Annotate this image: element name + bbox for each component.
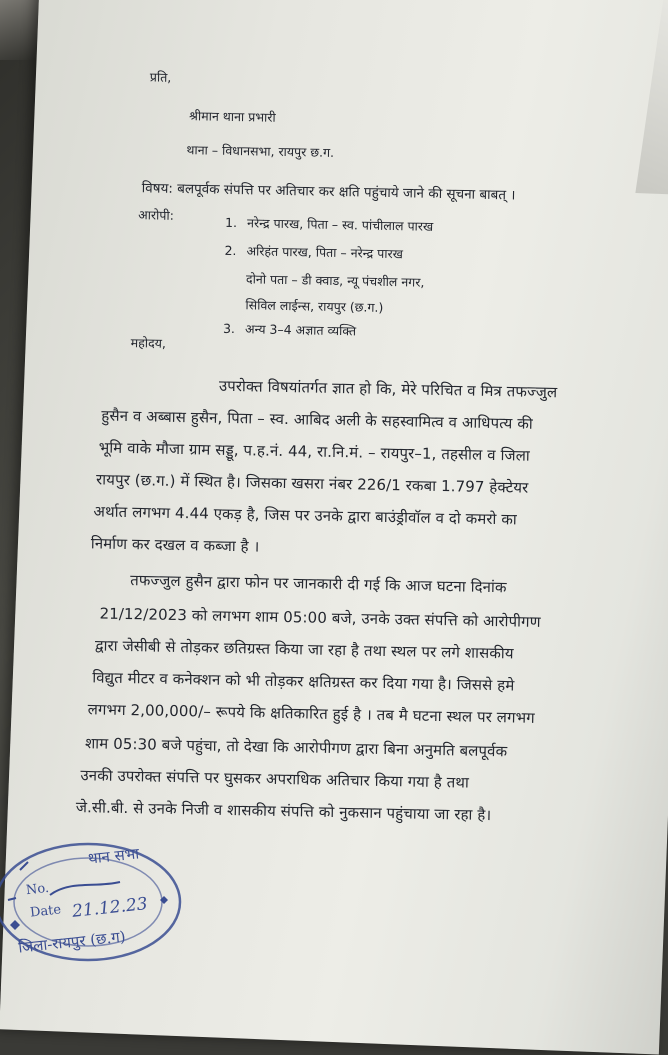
paragraph2-line: शाम 05:30 बजे पहुंचा, तो देखा कि आरोपीगण द्वारा बिना अनुमति बलपूर्वक xyxy=(84,734,508,761)
paragraph1-line: भूमि वाके मौजा ग्राम सड्डू, प.ह.नं. 44, रा.नि.मं. – रायपुर–1, तहसील व जिला xyxy=(98,438,531,465)
paragraph1-line: निर्माण कर दखल व कब्जा है । xyxy=(90,534,260,556)
paragraph1-line: उपरोक्त विषयांतर्गत ज्ञात हो कि, मेरे परिचित व मित्र तफज्जुल xyxy=(218,376,558,402)
stamp-number-label: No. xyxy=(25,880,50,899)
stamp-bottom-text: जिला-रायपुर (छ.ग) xyxy=(17,927,127,957)
accused-text: अरिहंत पारख, पिता – नरेन्द्र पारख xyxy=(246,243,404,262)
paragraph2-line: लगभग 2,00,000/– रूपये कि क्षतिकारित हुई है । तब मै घटना स्थल पर लगभग xyxy=(87,700,535,727)
subject-line: विषय: बलपूर्वक संपत्ति पर अतिचार कर क्षति पहुंचाये जाने की सूचना बाबत् । xyxy=(141,180,516,204)
accused-number: 1. xyxy=(224,214,238,231)
accused-address-1: दोनो पता – डी क्वाड, न्यू पंचशील नगर, xyxy=(245,271,425,290)
paragraph2-line: उनकी उपरोक्त संपत्ति पर घुसकर अपराधिक अतिचार किया गया है तथा xyxy=(80,766,470,792)
recipient-line-2: थाना – विधानसभा, रायपुर छ.ग. xyxy=(186,142,335,160)
address-word: महोदय, xyxy=(130,335,167,351)
accused-number: 2. xyxy=(224,242,237,259)
paragraph1-line: हुसैन व अब्बास हुसैन, पिता – स्व. आबिद अली के सहस्वामित्व व आधिपत्य की xyxy=(101,406,534,433)
accused-item xyxy=(224,242,403,262)
accused-label: आरोपी: xyxy=(138,207,175,223)
paragraph2-line: विद्युत मीटर व कनेक्शन को भी तोड़कर क्षतिग्रस्त कर दिया गया है। जिससे हमे xyxy=(92,668,515,695)
stamp-date-label: Date xyxy=(29,902,62,921)
accused-text: नरेन्द्र पारख, पिता – स्व. पांचीलाल पारख xyxy=(246,215,434,234)
paragraph2-line: जे.सी.बी. से उनके निजी व शासकीय संपत्ति को नुकसान पहुंचाया जा रहा है। xyxy=(75,798,492,825)
accused-item xyxy=(225,214,433,235)
paragraph2-line: 21/12/2023 को लगभग शाम 05:00 बजे, उनके उक्त संपत्ति को आरोपीगण xyxy=(99,604,541,631)
accused-item xyxy=(223,320,356,340)
accused-text: अन्य 3–4 अज्ञात व्यक्ति xyxy=(244,321,357,339)
police-station-stamp xyxy=(0,840,200,980)
recipient-line-1: श्रीमान थाना प्रभारी xyxy=(188,108,276,125)
accused-address-2: सिविल लाईन्स, रायपुर (छ.ग.) xyxy=(245,297,384,315)
paragraph1-line: रायपुर (छ.ग.) में स्थित है। जिसका खसरा नंबर 226/1 रकबा 1.797 हेक्टेयर xyxy=(95,470,529,497)
paragraph2-line: तफज्जुल हुसैन द्वारा फोन पर जानकारी दी गई कि आज घटना दिनांक xyxy=(130,571,507,597)
paragraph2-line: द्वारा जेसीबी से तोड़कर छतिग्रस्त किया जा रहा है तथा स्थल पर लगे शासकीय xyxy=(94,636,514,663)
paragraph1-line: अर्थात लगभग 4.44 एकड़ है, जिस पर उनके द्वारा बाउंड्रीवॉल व दो कमरो का xyxy=(93,502,518,529)
salutation-to: प्रति, xyxy=(149,69,172,85)
stamp-date-value: 21.12.23 xyxy=(71,894,149,922)
stamp-top-text: थान सभा xyxy=(87,844,140,868)
accused-number: 3. xyxy=(222,320,236,337)
